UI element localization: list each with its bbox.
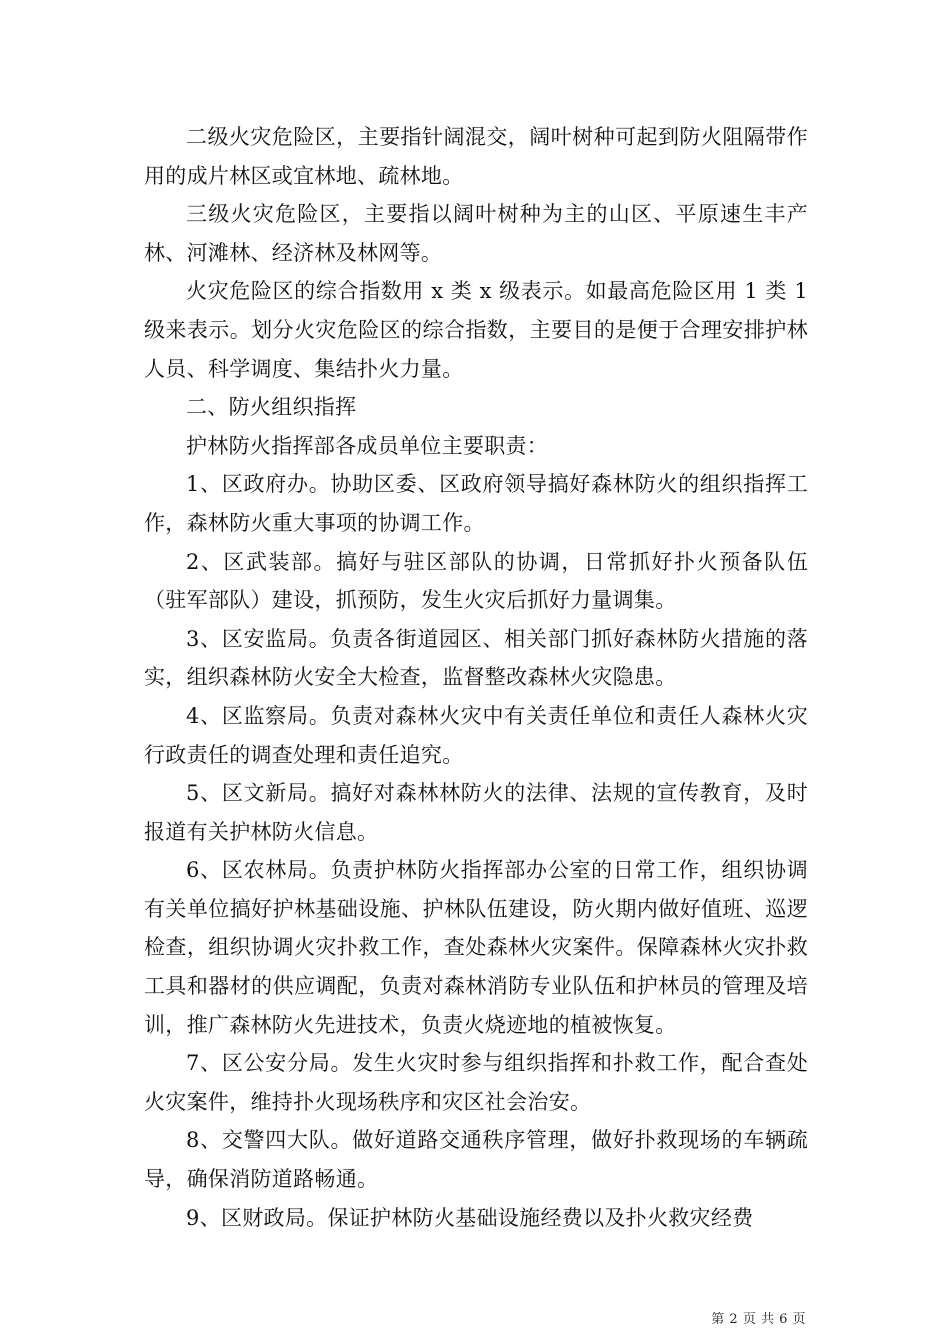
duty-item: 2、区武装部。搞好与驻区部队的协调，日常抓好扑火预备队伍（驻军部队）建设，抓预防，发生火灾后抓好力量调集。 bbox=[144, 549, 808, 613]
document-body bbox=[144, 118, 808, 1237]
paragraph: 火灾危险区的综合指数用 x 类 x 级表示。如最高危险区用 1 类 1 级来表示。划分火灾危险区的综合指数，主要目的是便于合理安排护林人员、科学调度、集结扑火力量。 bbox=[144, 279, 808, 381]
paragraph: 护林防火指挥部各成员单位主要职责： bbox=[186, 433, 549, 458]
duty-item: 5、区文新局。搞好对森林林防火的法律、法规的宣传教育，及时报道有关护林防火信息。 bbox=[144, 781, 808, 844]
page-number: 第 2 页 共 6 页 bbox=[711, 1312, 806, 1327]
section-heading: 二、防火组织指挥 bbox=[186, 395, 357, 420]
duty-item: 4、区监察局。负责对森林火灾中有关责任单位和责任人森林火灾行政责任的调查处理和责任追究。 bbox=[144, 703, 808, 767]
paragraph: 三级火灾危险区，主要指以阔叶树种为主的山区、平原速生丰产林、河滩林、经济林及林网等。 bbox=[144, 202, 808, 265]
duty-item: 6、区农林局。负责护林防火指挥部办公室的日常工作，组织协调有关单位搞好护林基础设施、护林队伍建设，防火期内做好值班、巡逻检查，组织协调火灾扑救工作，查处森林火灾案件。保障森林火灾扑救工具和器材的供应调配，负责对森林消防专业队伍和护林员的管理及培训，推广森林防火先进技术，负责火烧迹地的植被恢复。 bbox=[144, 858, 808, 1037]
duty-item: 7、区公安分局。发生火灾时参与组织指挥和扑救工作，配合查处火灾案件，维持扑火现场秩序和灾区社会治安。 bbox=[144, 1051, 808, 1114]
duty-item: 1、区政府办。协助区委、区政府领导搞好森林防火的组织指挥工作，森林防火重大事项的协调工作。 bbox=[144, 472, 808, 535]
paragraph: 二级火灾危险区，主要指针阔混交，阔叶树种可起到防火阻隔带作用的成片林区或宜林地、疏林地。 bbox=[144, 125, 808, 188]
duty-item: 9、区财政局。保证护林防火基础设施经费以及扑火救灾经费 bbox=[186, 1205, 754, 1230]
duty-item: 8、交警四大队。做好道路交通秩序管理，做好扑救现场的车辆疏导，确保消防道路畅通。 bbox=[144, 1128, 808, 1192]
duty-item: 3、区安监局。负责各街道园区、相关部门抓好森林防火措施的落实，组织森林防火安全大检查，监督整改森林火灾隐患。 bbox=[144, 626, 808, 690]
